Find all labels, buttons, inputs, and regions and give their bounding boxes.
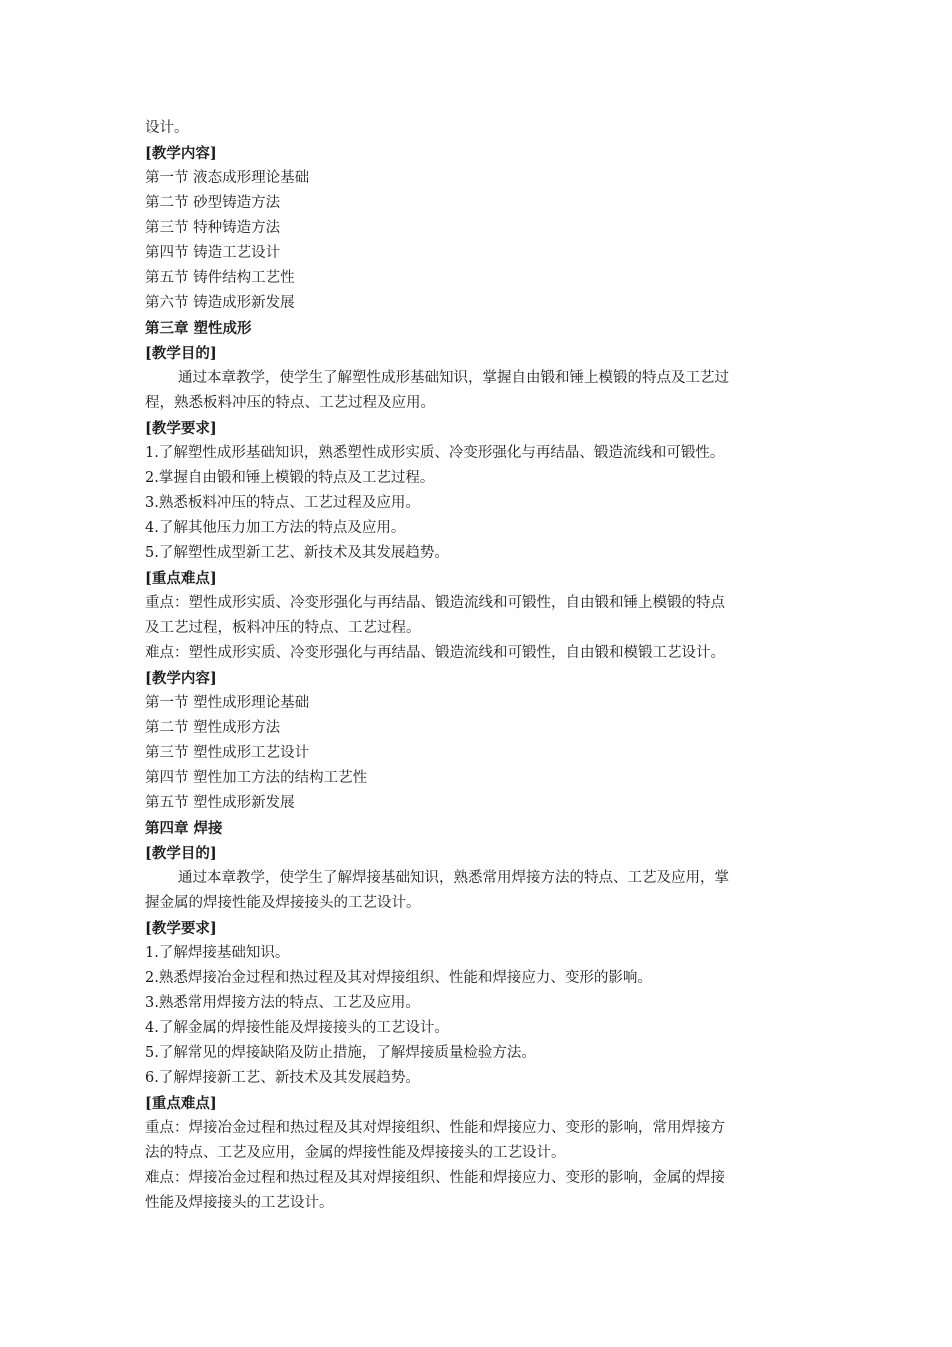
text-line: 第一节 液态成形理论基础 [145,170,310,186]
text-line: 重点：塑性成形实质、冷变形强化与再结晶、锻造流线和可锻性，自由锻和锤上模锻的特点 [145,595,725,611]
text-line: 难点：焊接冶金过程和热过程及其对焊接组织、性能和焊接应力、变形的影响，金属的焊接 [145,1170,725,1186]
text-line: 4.了解金属的焊接性能及焊接接头的工艺设计。 [145,1020,449,1036]
section-heading: [教学要求] [145,420,217,437]
text-line: 设计。 [145,120,189,136]
text-line: 第四节 塑性加工方法的结构工艺性 [145,770,368,786]
text-line: 第五节 塑性成形新发展 [145,795,295,811]
section-heading: [重点难点] [145,570,217,587]
text-line: 5.了解常见的焊接缺陷及防止措施，了解焊接质量检验方法。 [145,1045,536,1061]
text-line: 第四节 铸造工艺设计 [145,245,281,261]
text-line: 通过本章教学，使学生了解焊接基础知识，熟悉常用焊接方法的特点、工艺及应用，掌 [178,870,729,886]
text-line: 程，熟悉板料冲压的特点、工艺过程及应用。 [145,395,435,411]
text-line: 5.了解塑性成型新工艺、新技术及其发展趋势。 [145,545,449,561]
text-line: 重点：焊接冶金过程和热过程及其对焊接组织、性能和焊接应力、变形的影响，常用焊接方 [145,1120,725,1136]
section-heading: 第四章 焊接 [145,820,223,837]
text-line: 握金属的焊接性能及焊接接头的工艺设计。 [145,895,421,911]
section-heading: [教学内容] [145,670,217,687]
text-line: 4.了解其他压力加工方法的特点及应用。 [145,520,406,536]
text-line: 及工艺过程，板料冲压的特点、工艺过程。 [145,620,421,636]
text-line: 6.了解焊接新工艺、新技术及其发展趋势。 [145,1070,420,1086]
text-line: 第二节 塑性成形方法 [145,720,281,736]
section-heading: [教学目的] [145,345,217,362]
text-line: 1.了解塑性成形基础知识，熟悉塑性成形实质、冷变形强化与再结晶、锻造流线和可锻性。 [145,445,725,461]
text-line: 第三节 塑性成形工艺设计 [145,745,310,761]
section-heading: [教学要求] [145,920,217,937]
text-line: 第二节 砂型铸造方法 [145,195,281,211]
text-line: 1.了解焊接基础知识。 [145,945,290,961]
text-line: 3.熟悉常用焊接方法的特点、工艺及应用。 [145,995,420,1011]
text-line: 第三节 特种铸造方法 [145,220,281,236]
text-line: 难点：塑性成形实质、冷变形强化与再结晶、锻造流线和可锻性，自由锻和模锻工艺设计。 [145,645,725,661]
text-line: 第六节 铸造成形新发展 [145,295,295,311]
text-line: 第五节 铸件结构工艺性 [145,270,295,286]
section-heading: [重点难点] [145,1095,217,1112]
text-line: 2.掌握自由锻和锤上模锻的特点及工艺过程。 [145,470,435,486]
text-line: 性能及焊接接头的工艺设计。 [145,1195,334,1211]
text-line: 2.熟悉焊接冶金过程和热过程及其对焊接组织、性能和焊接应力、变形的影响。 [145,970,652,986]
text-line: 法的特点、工艺及应用，金属的焊接性能及焊接接头的工艺设计。 [145,1145,566,1161]
document-body [145,116,810,1216]
section-heading: 第三章 塑性成形 [145,320,252,337]
section-heading: [教学目的] [145,845,217,862]
text-line: 第一节 塑性成形理论基础 [145,695,310,711]
text-line: 通过本章教学，使学生了解塑性成形基础知识，掌握自由锻和锤上模锻的特点及工艺过 [178,370,729,386]
text-line: 3.熟悉板料冲压的特点、工艺过程及应用。 [145,495,420,511]
section-heading: [教学内容] [145,145,217,162]
